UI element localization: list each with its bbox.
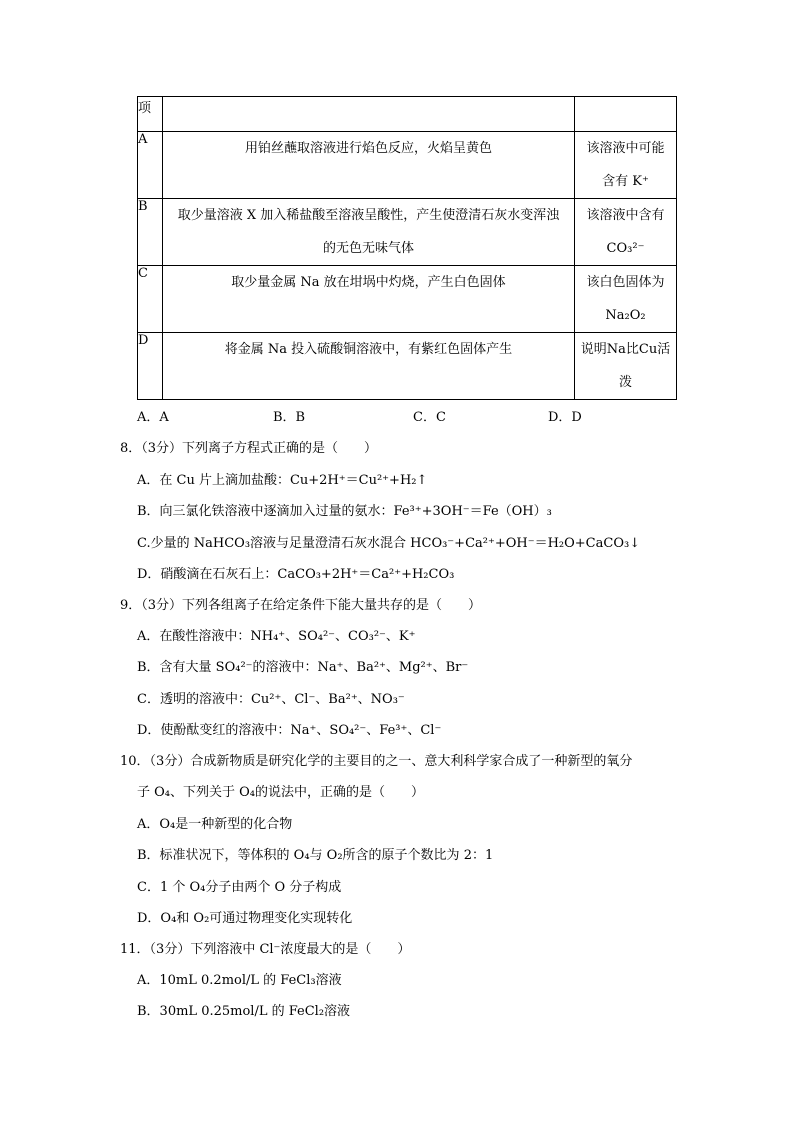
q8-option-c: C.少量的 NaHCO₃溶液与足量澄清石灰水混合 HCO₃⁻+Ca²⁺+OH⁻＝H₂O+CaCO₃↓ (137, 536, 641, 551)
table-header-row (138, 97, 677, 132)
q10-stem-line2: 子 O₄、下列关于 O₄的说法中，正确的是（ ） (137, 785, 425, 800)
q9-option-c: C．透明的溶液中：Cu²⁺、Cl⁻、Ba²⁺、NO₃⁻ (137, 692, 405, 707)
q7-option-a: A．A (137, 410, 169, 425)
row-label: A (138, 132, 163, 199)
row-operation: 取少量金属 Na 放在坩埚中灼烧，产生白色固体 (163, 266, 575, 333)
q8-option-b: B．向三氯化铁溶液中逐滴加入过量的氨水：Fe³⁺+3OH⁻＝Fe（OH）₃ (137, 504, 552, 519)
row-operation: 用铂丝蘸取溶液进行焰色反应，火焰呈黄色 (163, 132, 575, 199)
q11-option-b: B．30mL 0.25mol/L 的 FeCl₂溶液 (137, 1004, 351, 1019)
q9-stem: 9．（3分）下列各组离子在给定条件下能大量共存的是（ ） (120, 598, 482, 613)
q8-option-d: D．硝酸滴在石灰石上：CaCO₃+2H⁺＝Ca²⁺+H₂CO₃ (137, 567, 455, 582)
q10-option-c: C．1 个 O₄分子由两个 O 分子构成 (137, 880, 342, 895)
q11-stem: 11．（3分）下列溶液中 Cl⁻浓度最大的是（ ） (120, 942, 411, 957)
q10-option-d: D．O₄和 O₂可通过物理变化实现转化 (137, 911, 353, 926)
row-label: D (138, 333, 163, 400)
row-conclusion: 该白色固体为 Na₂O₂ (575, 266, 677, 333)
q10-option-b: B．标准状况下，等体积的 O₄与 O₂所含的原子个数比为 2：1 (137, 848, 494, 863)
header-cell-operation (163, 97, 575, 132)
header-cell-conclusion (575, 97, 677, 132)
q11-option-a: A．10mL 0.2mol/L 的 FeCl₃溶液 (137, 973, 342, 988)
table-row (138, 266, 677, 333)
table-row (138, 199, 677, 266)
q10-option-a: A．O₄是一种新型的化合物 (137, 817, 293, 832)
q7-option-c: C．C (413, 410, 446, 425)
q10-stem-line1: 10．（3分）合成新物质是研究化学的主要目的之一、意大利科学家合成了一种新型的氧分 (120, 754, 633, 769)
q7-option-b: B．B (273, 410, 306, 425)
q8-option-a: A．在 Cu 片上滴加盐酸：Cu+2H⁺＝Cu²⁺+H₂↑ (137, 473, 428, 488)
q7-option-d: D．D (548, 410, 582, 425)
row-label: B (138, 199, 163, 266)
row-conclusion: 该溶液中含有 CO₃²⁻ (575, 199, 677, 266)
table-row (138, 132, 677, 199)
q8-stem: 8．（3分）下列离子方程式正确的是（ ） (120, 441, 378, 456)
experiment-table (137, 96, 677, 400)
q9-option-d: D．使酚酞变红的溶液中：Na⁺、SO₄²⁻、Fe³⁺、Cl⁻ (137, 723, 442, 738)
row-operation: 取少量溶液 X 加入稀盐酸至溶液呈酸性，产生使澄清石灰水变浑浊 的无色无味气体 (163, 199, 575, 266)
q9-option-a: A．在酸性溶液中：NH₄⁺、SO₄²⁻、CO₃²⁻、K⁺ (137, 629, 416, 644)
table-row (138, 333, 677, 400)
header-cell-item: 项 (138, 97, 163, 132)
row-operation: 将金属 Na 投入硫酸铜溶液中，有紫红色固体产生 (163, 333, 575, 400)
q9-option-b: B．含有大量 SO₄²⁻的溶液中：Na⁺、Ba²⁺、Mg²⁺、Br⁻ (137, 660, 469, 675)
row-label: C (138, 266, 163, 333)
row-conclusion: 该溶液中可能 含有 K⁺ (575, 132, 677, 199)
row-conclusion: 说明Na比Cu活 泼 (575, 333, 677, 400)
